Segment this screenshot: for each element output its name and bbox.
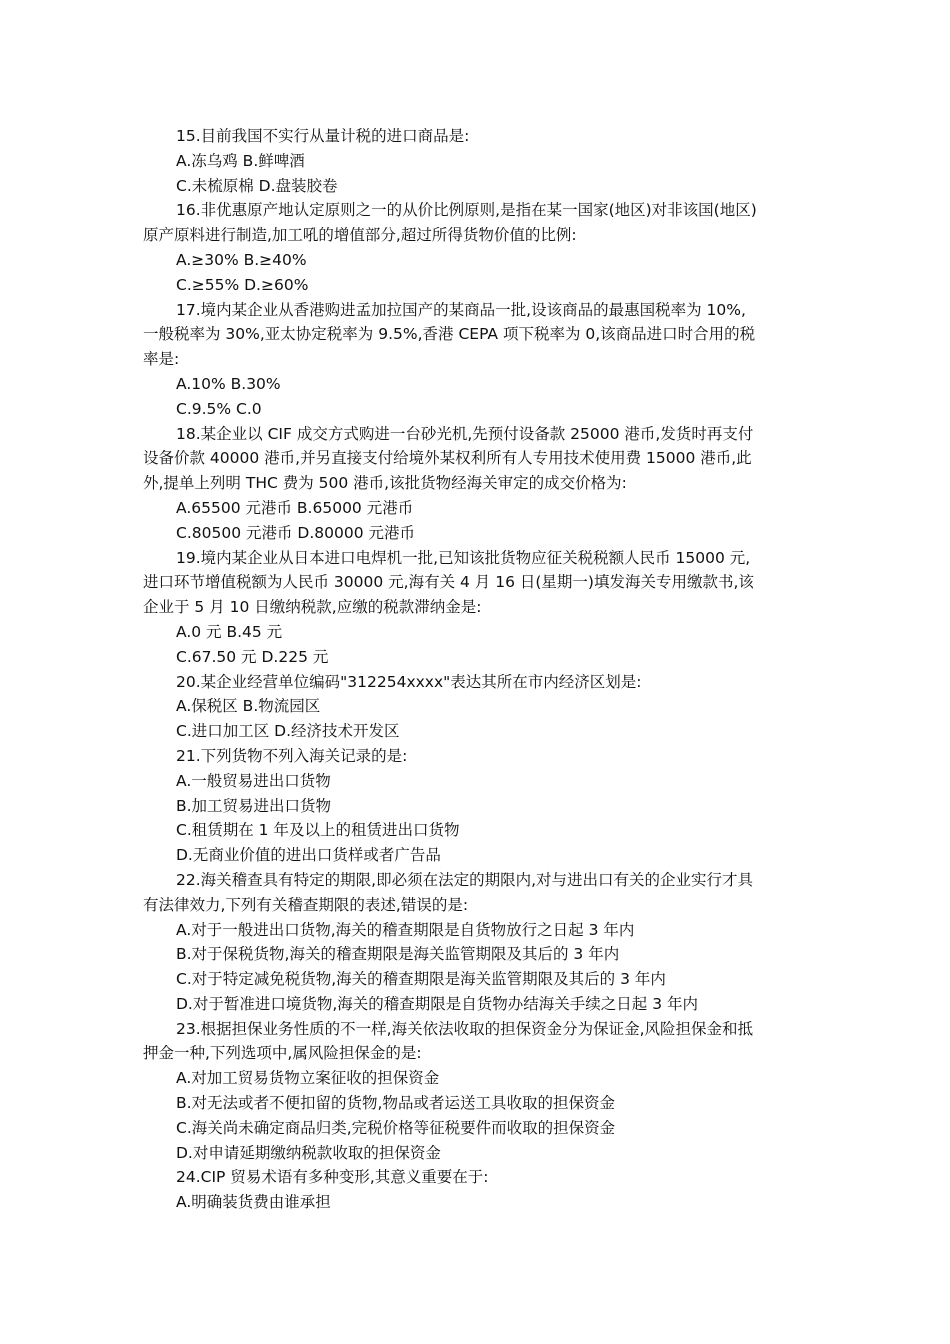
text-line: C.67.50 元 D.225 元: [176, 647, 329, 666]
text-line: C.未梳原棉 D.盘装胶卷: [176, 176, 338, 195]
text-line: A.10% B.30%: [176, 374, 281, 393]
text-line: 率是:: [143, 350, 180, 369]
text-line: 22.海关稽查具有特定的期限,即必须在法定的期限内,对与进出口有关的企业实行才具: [176, 870, 754, 889]
text-line: 21.下列货物不列入海关记录的是:: [176, 746, 408, 765]
text-line: 企业于 5 月 10 日缴纳税款,应缴的税款滞纳金是:: [143, 598, 482, 617]
text-line: C.80500 元港币 D.80000 元港币: [176, 523, 416, 542]
text-line: 17.境内某企业从香港购进孟加拉国产的某商品一批,设该商品的最惠国税率为 10%,: [176, 300, 746, 319]
text-line: B.对于保税货物,海关的稽查期限是海关监管期限及其后的 3 年内: [176, 945, 620, 964]
text-line: 23.根据担保业务性质的不一样,海关依法收取的担保资金分为保证金,风险担保金和抵: [176, 1019, 754, 1038]
text-line: B.对无法或者不便扣留的货物,物品或者运送工具收取的担保资金: [176, 1094, 615, 1113]
text-line: B.加工贸易进出口货物: [176, 796, 332, 815]
text-line: C.租赁期在 1 年及以上的租赁进出口货物: [176, 821, 460, 840]
text-line: 有法律效力,下列有关稽查期限的表述,错误的是:: [143, 895, 469, 914]
text-line: 20.某企业经营单位编码"312254xxxx"表达其所在市内经济区划是:: [176, 672, 642, 691]
text-line: A.对加工贸易货物立案征收的担保资金: [176, 1069, 440, 1088]
text-line: D.对申请延期缴纳税款收取的担保资金: [176, 1143, 441, 1162]
text-line: A.保税区 B.物流园区: [176, 697, 321, 716]
text-line: 押金一种,下列选项中,属风险担保金的是:: [143, 1044, 422, 1063]
text-line: A.明确装货费由谁承担: [176, 1193, 331, 1212]
text-line: A.≥30% B.≥40%: [176, 250, 307, 269]
text-line: C.进口加工区 D.经济技术开发区: [176, 722, 400, 741]
text-line: C.≥55% D.≥60%: [176, 275, 309, 294]
text-line: 进口环节增值税额为人民币 30000 元,海有关 4 月 16 日(星期一)填发海关专用缴款书,该: [143, 573, 754, 592]
text-line: D.无商业价值的进出口货样或者广告品: [176, 846, 441, 865]
text-line: 18.某企业以 CIF 成交方式购进一台砂光机,先预付设备款 25000 港币,发货时再支付: [176, 424, 754, 443]
text-line: A.对于一般进出口货物,海关的稽查期限是自货物放行之日起 3 年内: [176, 920, 635, 939]
text-line: 外,提单上列明 THC 费为 500 港币,该批货物经海关审定的成交价格为:: [143, 474, 627, 493]
text-line: 16.非优惠原产地认定原则之一的从价比例原则,是指在某一国家(地区)对非该国(地区): [176, 201, 757, 220]
text-line: 一般税率为 30%,亚太协定税率为 9.5%,香港 CEPA 项下税率为 0,该商品进口时合用的税: [143, 325, 756, 344]
text-line: A.冻乌鸡 B.鲜啤酒: [176, 151, 305, 170]
text-line: 19.境内某企业从日本进口电焊机一批,已知该批货物应征关税税额人民币 15000 元,: [176, 548, 751, 567]
text-line: A.65500 元港币 B.65000 元港币: [176, 498, 414, 517]
text-line: C.对于特定减免税货物,海关的稽查期限是海关监管期限及其后的 3 年内: [176, 970, 666, 989]
text-line: A.0 元 B.45 元: [176, 622, 283, 641]
text-line: C.9.5% C.0: [176, 399, 262, 418]
document-body: [143, 124, 807, 1215]
text-line: 15.目前我国不实行从量计税的进口商品是:: [176, 127, 470, 145]
text-line: C.海关尚未确定商品归类,完税价格等征税要件而收取的担保资金: [176, 1118, 616, 1137]
text-line: 24.CIP 贸易术语有多种变形,其意义重要在于:: [176, 1168, 489, 1187]
text-line: 原产原料进行制造,加工吼的增值部分,超过所得货物价值的比例:: [143, 226, 577, 245]
text-line: A.一般贸易进出口货物: [176, 771, 331, 790]
text-line: D.对于暂准进口境货物,海关的稽查期限是自货物办结海关手续之日起 3 年内: [176, 994, 699, 1013]
text-line: 设备价款 40000 港币,并另直接支付给境外某权利所有人专用技术使用费 15000 港币,此: [143, 449, 752, 468]
